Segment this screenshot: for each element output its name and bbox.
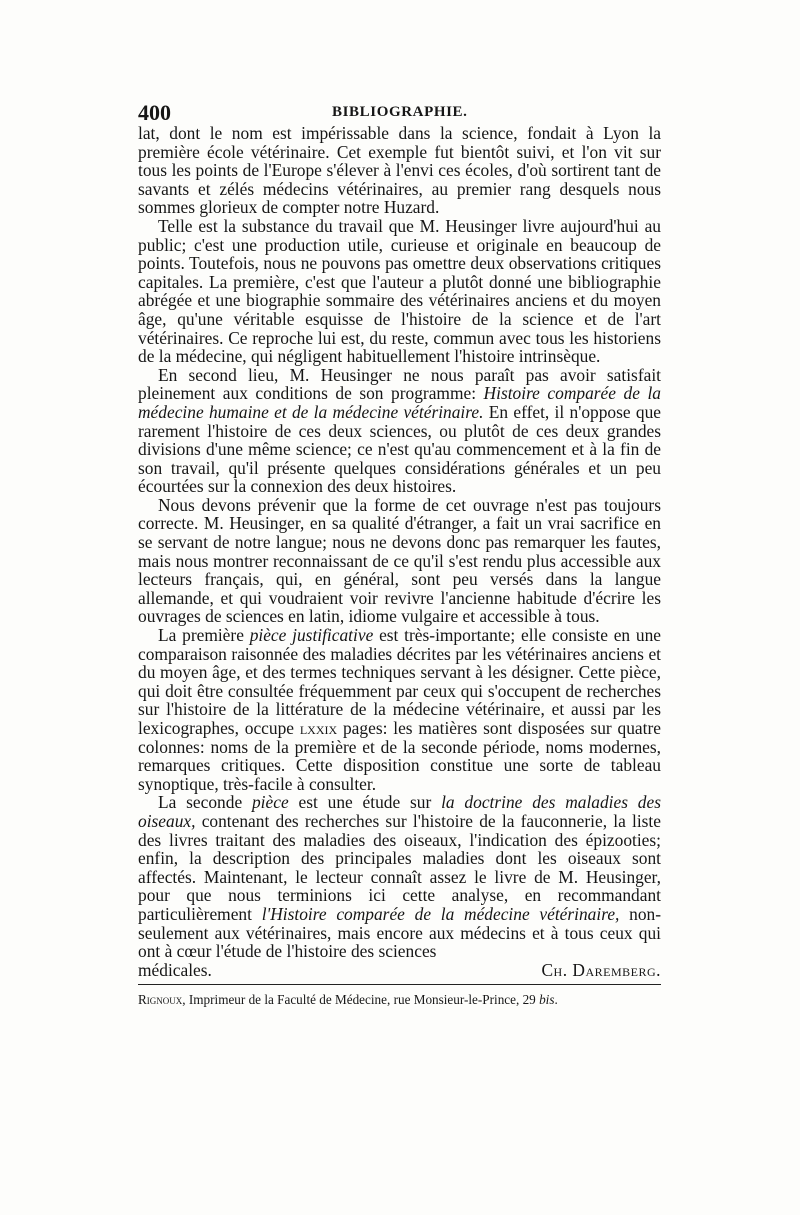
printer-address: , Imprimeur de la Faculté de Médecine, rue Monsieur-le-Prince, 29 (182, 992, 540, 1008)
italic-text: l'Histoire comparée de la médecine vétérinaire, (261, 903, 620, 924)
printer-bis: bis (539, 992, 555, 1008)
page-number: 400 (138, 100, 171, 125)
text-segment: non-seulement aux vétérinaires, mais encore aux médecins et à tous ceux qui ont à cœur l'étude de l'histoire des sciences (138, 903, 662, 962)
closing-line (138, 961, 661, 980)
body-text (138, 124, 661, 979)
paragraph (138, 496, 661, 626)
text-segment: lat, dont le nom est impérissable dans la science, fondait à Lyon la première école vétérinaire. Cet exemple fut bientôt suivi, et l'on vit sur tous les points de l'Europe s'élever à l'envi ces écoles, d'où sortirent tant de savants et zélés médecins vétérinaires, au premier rang desquels nous sommes glorieux de compter notre Huzard. (138, 123, 661, 218)
closing-words: médicales. (138, 959, 212, 980)
paragraph (138, 366, 661, 496)
printer-name: Rignoux (138, 992, 183, 1008)
italic-text: pièce (251, 792, 289, 813)
paragraph (138, 124, 661, 217)
text-segment: Nous devons prévenir que la forme de cet ouvrage n'est pas toujours correcte. M. Heusinger, en sa qualité d'étranger, a fait un vrai sacrifice en se servant de notre langue; nous ne devons donc pas remarquer les fautes, mais nous montrer reconnaissant de ce qu'il s'est rendu plus accessible aux lecteurs français, qui, en général, sont peu versés dans la langue allemande, et qui voudraient voir revivre l'ancienne habitude d'écrire les ouvrages de sciences en latin, idiome vulgaire et accessible à tous. (138, 494, 661, 627)
footer-rule (138, 984, 661, 985)
text-segment: lxxix (299, 718, 338, 738)
paragraph (138, 217, 661, 366)
text-segment: La première (158, 625, 250, 646)
text-segment: contenant des recherches sur l'histoire de la fauconnerie, la liste des livres traitant des maladies des oiseaux, l'indication des épizooties; enfin, la description des principales maladies dont les oiseaux sont affectés. Maintenant, le lecteur connaît assez le livre de M. Heusinger, pour que nous terminions ici cette analyse, en recommandant particulièrement (138, 810, 661, 924)
italic-text: la doctrine des maladies des oiseaux, (138, 792, 661, 831)
italic-text: Histoire comparée de la médecine humaine et de la médecine vétérinaire. (138, 383, 661, 422)
printer-end: . (554, 992, 558, 1008)
printer-imprint (138, 992, 661, 1008)
text-segment: pages: les matières sont disposées sur quatre colonnes: noms de la première et de la seconde période, noms modernes, remarques critiques. Cette disposition constitue une sorte de tableau synoptique, très-facile à consulter. (138, 718, 661, 794)
text-segment: Telle est la substance du travail que M. Heusinger livre aujourd'hui au public; c'est une production utile, curieuse et originale en beaucoup de points. Toutefois, nous ne pouvons pas omettre deux observations critiques capitales. La première, c'est que l'auteur a plutôt donné une bibliographie abrégée et une biographie sommaire des vétérinaires anciens et du moyen âge, qu'une véritable esquisse de l'histoire de la science et de l'art vétérinaires. Ce reproche lui est, du reste, commun avec tous les historiens de la médecine, qui négligent habituellement l'histoire intrinsèque. (138, 215, 661, 367)
text-segment: En effet, il n'oppose que rarement l'histoire de ces deux sciences, ou plutôt de ces deux grandes divisions d'une même science; ce n'est qu'au commencement et à la fin de son travail, qu'il présente quelques considérations générales et un peu écourtées sur la connexion des deux histoires. (138, 401, 662, 497)
running-title: BIBLIOGRAPHIE. (332, 104, 468, 120)
text-segment: En second lieu, M. Heusinger ne nous paraît pas avoir satisfait pleinement aux conditions de son programme: (138, 364, 661, 404)
italic-text: pièce justificative (249, 625, 374, 646)
text-segment: est très-importante; elle consiste en une comparaison raisonnée des maladies décrites par les vétérinaires anciens et du moyen âge, et des termes techniques servant à les désigner. Cette pièce, qui doit être consultée fréquemment par ceux qui s'occupent de recherches sur l'histoire de la littérature de la médecine vétérinaire, et aussi par les lexicographes, occupe (138, 625, 661, 738)
author-signature: Ch. Daremberg. (541, 959, 661, 980)
paragraphs (138, 124, 661, 961)
book-page (138, 100, 661, 1008)
paragraph (138, 626, 661, 793)
text-segment: La seconde (158, 792, 252, 813)
text-segment: est une étude sur (288, 792, 442, 813)
page-header (138, 100, 661, 124)
paragraph (138, 793, 661, 960)
